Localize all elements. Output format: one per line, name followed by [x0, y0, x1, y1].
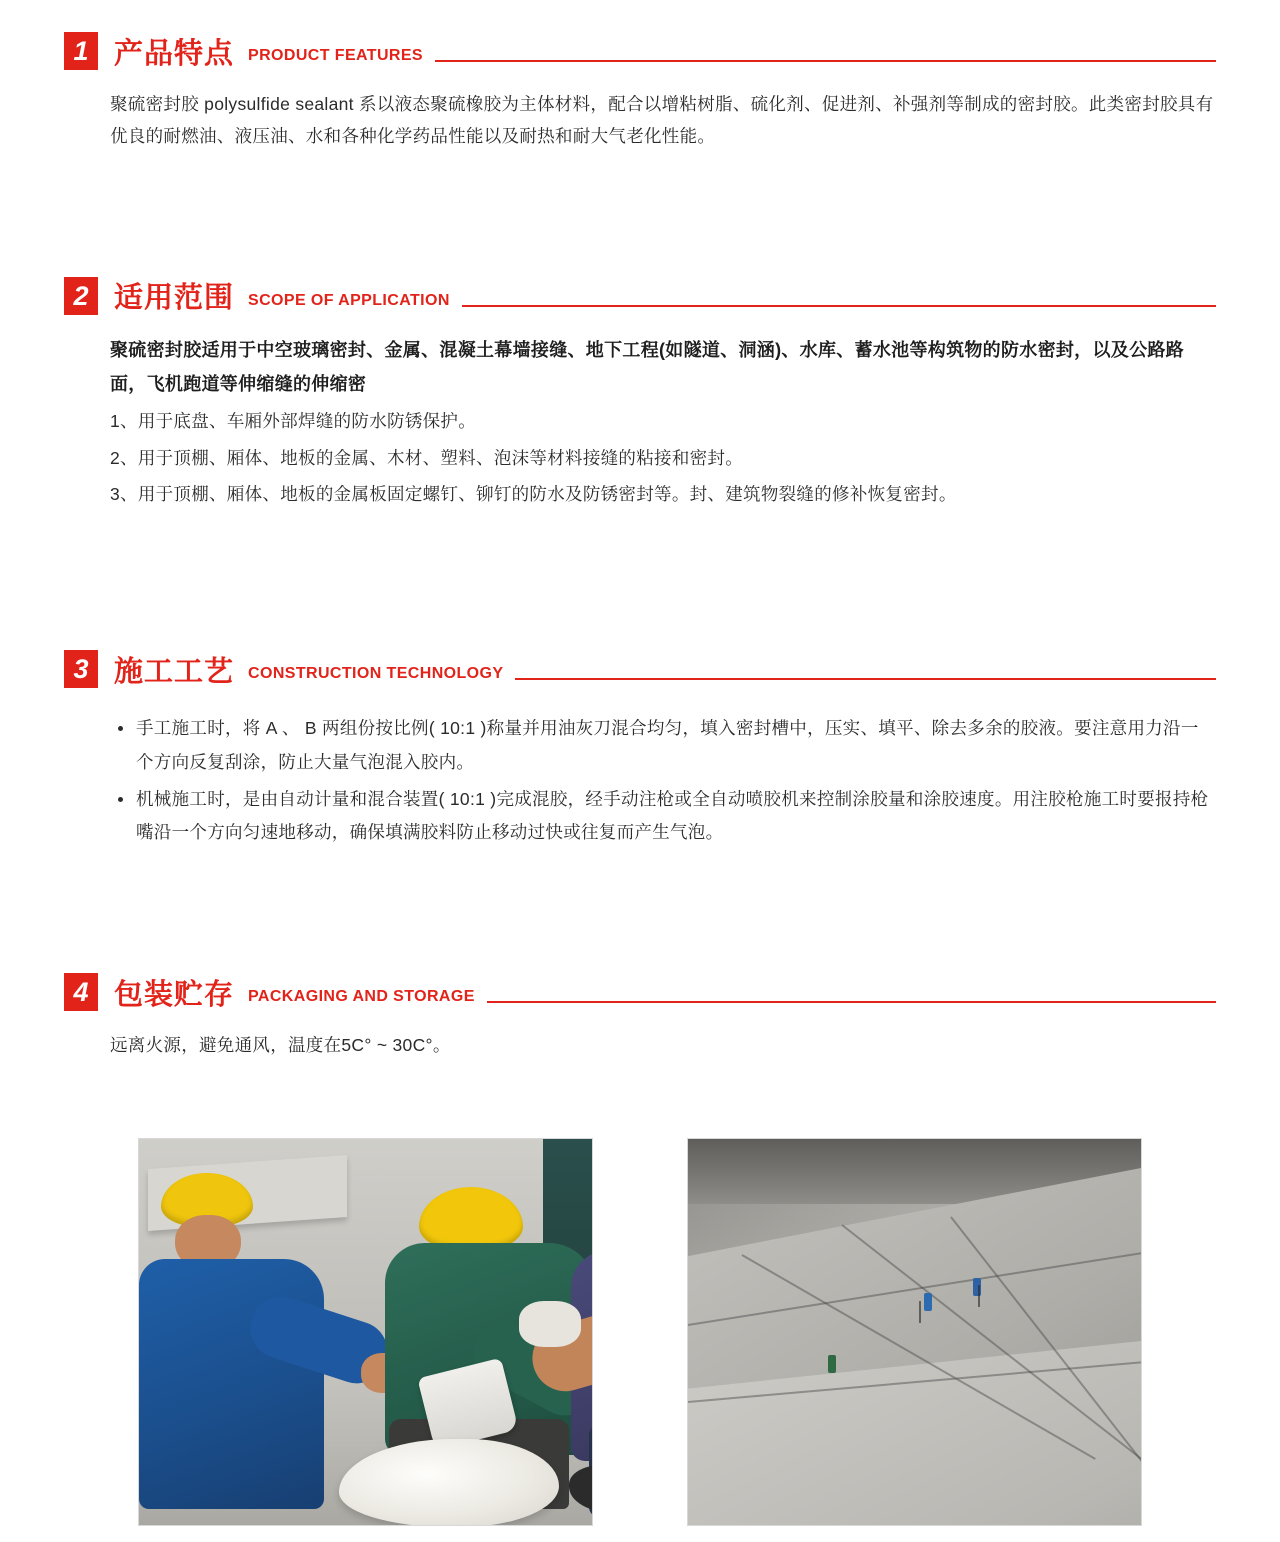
- photo-distant-worker: [828, 1355, 836, 1373]
- photo-reservoir-slope: [687, 1138, 1142, 1526]
- section-body: [64, 74, 1216, 153]
- section-title-en: PRODUCT FEATURES: [248, 47, 424, 64]
- section-divider: [515, 678, 1216, 680]
- section-title-cn: 施工工艺: [114, 655, 235, 688]
- section-body: [64, 692, 1216, 849]
- list-item: 机械施工时，是由自动计量和混合装置( 10:1 )完成混胶，经手动注枪或全自动喷胶机来控制涂胶量和涂胶速度。用注胶枪施工时要报持枪嘴沿一个方向匀速地移动，确保填满胶料防止移动过快或往复而产生气泡。: [132, 783, 1216, 850]
- paragraph: 远离火源，避免通风，温度在5C° ~ 30C°。: [110, 1035, 451, 1056]
- section-header: [64, 646, 1216, 692]
- section-number-badge: 2: [64, 277, 98, 315]
- spacer: [64, 161, 1216, 273]
- photo-worker-tool: [919, 1301, 921, 1323]
- section-title-en: SCOPE OF APPLICATION: [248, 291, 450, 309]
- photo-worker-blue-jacket: [139, 1259, 324, 1509]
- section-header: [64, 28, 1216, 74]
- section-title-cn: 适用范围: [114, 282, 235, 315]
- photo-workers-mixing-sealant: [138, 1138, 593, 1526]
- paragraph: 1、用于底盘、车厢外部焊缝的防水防锈保护。: [110, 411, 477, 432]
- photo-row: [64, 1070, 1216, 1542]
- section-title-cn: 产品特点: [114, 37, 235, 70]
- spacer: [64, 518, 1216, 646]
- section-body: [64, 1015, 1216, 1061]
- section-number-badge: 4: [64, 973, 98, 1011]
- lead-paragraph: 聚硫密封胶适用于中空玻璃密封、金属、混凝土幕墙接缝、地下工程(如隧道、洞涵)、水库、蓄水池等构筑物的防水密封，以及公路路面，飞机跑道等伸缩缝的伸缩密: [110, 339, 1184, 394]
- section-number-badge: 1: [64, 32, 98, 70]
- section-packaging-and-storage: [64, 969, 1216, 1061]
- section-header: [64, 273, 1216, 319]
- section-header: [64, 969, 1216, 1015]
- section-divider: [462, 305, 1216, 307]
- section-title-cn: 包装贮存: [114, 978, 235, 1011]
- photo-distant-worker: [924, 1293, 932, 1311]
- section-title-en: PACKAGING AND STORAGE: [248, 988, 475, 1006]
- bullet-list: [110, 712, 1216, 849]
- photo-worker-glove: [519, 1301, 581, 1347]
- section-title-en: CONSTRUCTION TECHNOLOGY: [248, 665, 504, 683]
- spacer: [64, 857, 1216, 969]
- section-divider: [435, 60, 1216, 62]
- paragraph: 聚硫密封胶 polysulfide sealant 系以液态聚硫橡胶为主体材料，配合以增粘树脂、硫化剂、促进剂、补强剂等制成的密封胶。此类密封胶具有优良的耐燃油、液压油、水和各种化学药品性能以及耐热和耐大气老化性能。: [110, 94, 1214, 147]
- paragraph: 3、用于顶棚、厢体、地板的金属板固定螺钉、铆钉的防水及防锈密封等。封、建筑物裂缝的修补恢复密封。: [110, 483, 957, 504]
- section-body: [64, 319, 1216, 511]
- photo-worker-tool: [978, 1285, 980, 1307]
- section-construction-technology: [64, 646, 1216, 849]
- list-item: 手工施工时，将 A 、 B 两组份按比例( 10:1 )称量并用油灰刀混合均匀，填入密封槽中，压实、填平、除去多余的胶液。要注意用力沿一个方向反复刮涂，防止大量气泡混入胶内。: [132, 712, 1216, 779]
- hard-hat-icon: [419, 1187, 523, 1251]
- paragraph: 2、用于顶棚、厢体、地板的金属、木材、塑料、泡沫等材料接缝的粘接和密封。: [110, 447, 744, 468]
- section-product-features: [64, 28, 1216, 153]
- section-divider: [487, 1001, 1216, 1003]
- section-number-badge: 3: [64, 650, 98, 688]
- section-scope-of-application: [64, 273, 1216, 511]
